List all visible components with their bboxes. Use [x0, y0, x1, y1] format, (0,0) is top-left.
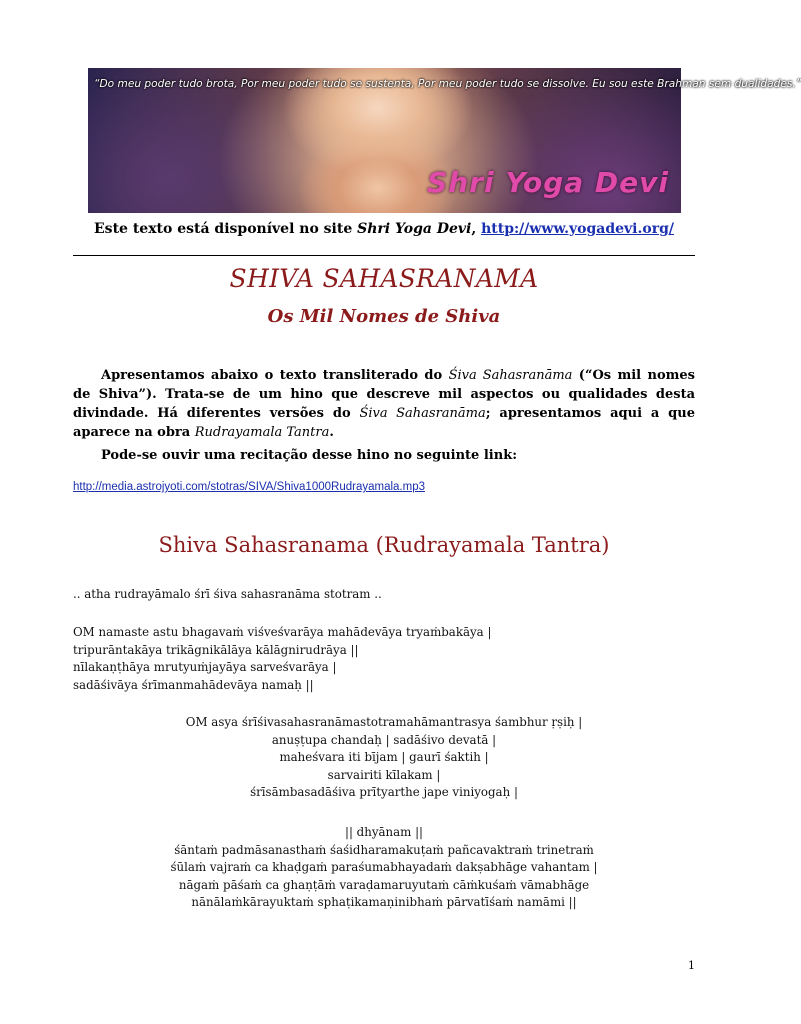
- verse-opening: [73, 586, 695, 604]
- audio-link[interactable]: http://media.astrojyoti.com/stotras/SIVA/Shiva1000Rudrayamala.mp3: [73, 481, 425, 493]
- availability-separator: ,: [471, 221, 482, 237]
- verse-line: OM asya śrīśivasahasranāmastotramahāmantrasya śambhur ṛṣiḥ |: [185, 715, 583, 729]
- verse-line: śrīsāmbasadāśiva prītyarthe jape viniyogaḥ |: [250, 785, 518, 800]
- page-subtitle: Os Mil Nomes de Shiva: [267, 306, 501, 327]
- verse-line: .. atha rudrayāmalo śrī śiva sahasranāma stotram ..: [73, 587, 382, 601]
- listen-text: Pode-se ouvir uma recitação desse hino no seguinte link:: [101, 448, 517, 463]
- verse-line: nīlakaṇṭhāya mrutyuṁjayāya sarveśvarāya |: [73, 660, 337, 675]
- intro-text-4: .: [329, 425, 334, 440]
- availability-prefix: Este texto está disponível no site: [94, 221, 358, 237]
- verse-viniyoga-block: [73, 714, 695, 802]
- verse-line: OM namaste astu bhagavaṁ viśveśvarāya mahādevāya tryaṁbakāya |: [73, 625, 492, 639]
- intro-transliteration-2: Śiva Sahasranāma: [359, 406, 486, 421]
- header-banner: [88, 68, 801, 213]
- verse-line: sadāśivāya śrīmanmahādevāya namaḥ ||: [73, 677, 314, 692]
- site-url-link[interactable]: http://www.yogadevi.org/: [481, 221, 674, 237]
- verse-line: śāntaṁ padmāsanasthaṁ śaśidharamakuṭaṁ pañcavaktraṁ trinetraṁ: [174, 842, 594, 857]
- verse-line: tripurāntakāya trikāgnikālāya kālāgnirudrāya ||: [73, 642, 359, 657]
- availability-line: [0, 221, 768, 237]
- site-name: Shri Yoga Devi: [357, 221, 472, 237]
- verse-line: nāgaṁ pāśaṁ ca ghaṇṭāṁ varaḍamaruyutaṁ cāṁkuśaṁ vāmabhāge: [178, 877, 590, 892]
- page-number: 1: [688, 959, 695, 972]
- verse-line: nānālaṁkārayuktaṁ sphaṭikamaṇinibhaṁ pārvatīśaṁ namāmi ||: [191, 895, 577, 910]
- intro-text-1: Apresentamos abaixo o texto transliterado do: [101, 368, 449, 383]
- page-title: SHIVA SAHASRANAMA: [229, 264, 539, 293]
- intro-work-title: Rudrayamala Tantra: [194, 425, 330, 440]
- intro-text-2: (“Os mil nomes de Shiva”). Trata-se de um hino que descreve mil aspectos ou qualidades desta divindade. Há diferentes versões do: [73, 368, 695, 421]
- verse-line: śūlaṁ vajraṁ ca khaḍgaṁ paraśumabhayadaṁ dakṣabhāge vahantam |: [170, 860, 598, 875]
- verse-invocation-block: [73, 624, 695, 694]
- section-heading: Shiva Sahasranama (Rudrayamala Tantra): [158, 533, 610, 557]
- intro-transliteration-1: Śiva Sahasranāma: [448, 368, 573, 383]
- verse-line: sarvairiti kīlakam |: [327, 767, 441, 782]
- verse-line: maheśvara iti bījam | gaurī śaktih |: [279, 750, 489, 765]
- intro-paragraph: [73, 366, 695, 442]
- intro-text-3: ; apresentamos aqui a que aparece na obra: [73, 406, 695, 440]
- verse-dhyanam-block: [73, 824, 695, 912]
- banner-brand-logo: Shri Yoga Devi: [427, 166, 669, 199]
- verse-line: anuṣṭupa chandaḥ | sadāśivo devatā |: [271, 732, 497, 747]
- banner-quote: “Do meu poder tudo brota, Por meu poder tudo se sustenta, Por meu poder tudo se dissolve. Eu sou este Brahman sem dualidades.”: [94, 78, 801, 90]
- dhyanam-heading: || dhyānam ||: [344, 825, 424, 839]
- horizontal-rule: [73, 255, 695, 256]
